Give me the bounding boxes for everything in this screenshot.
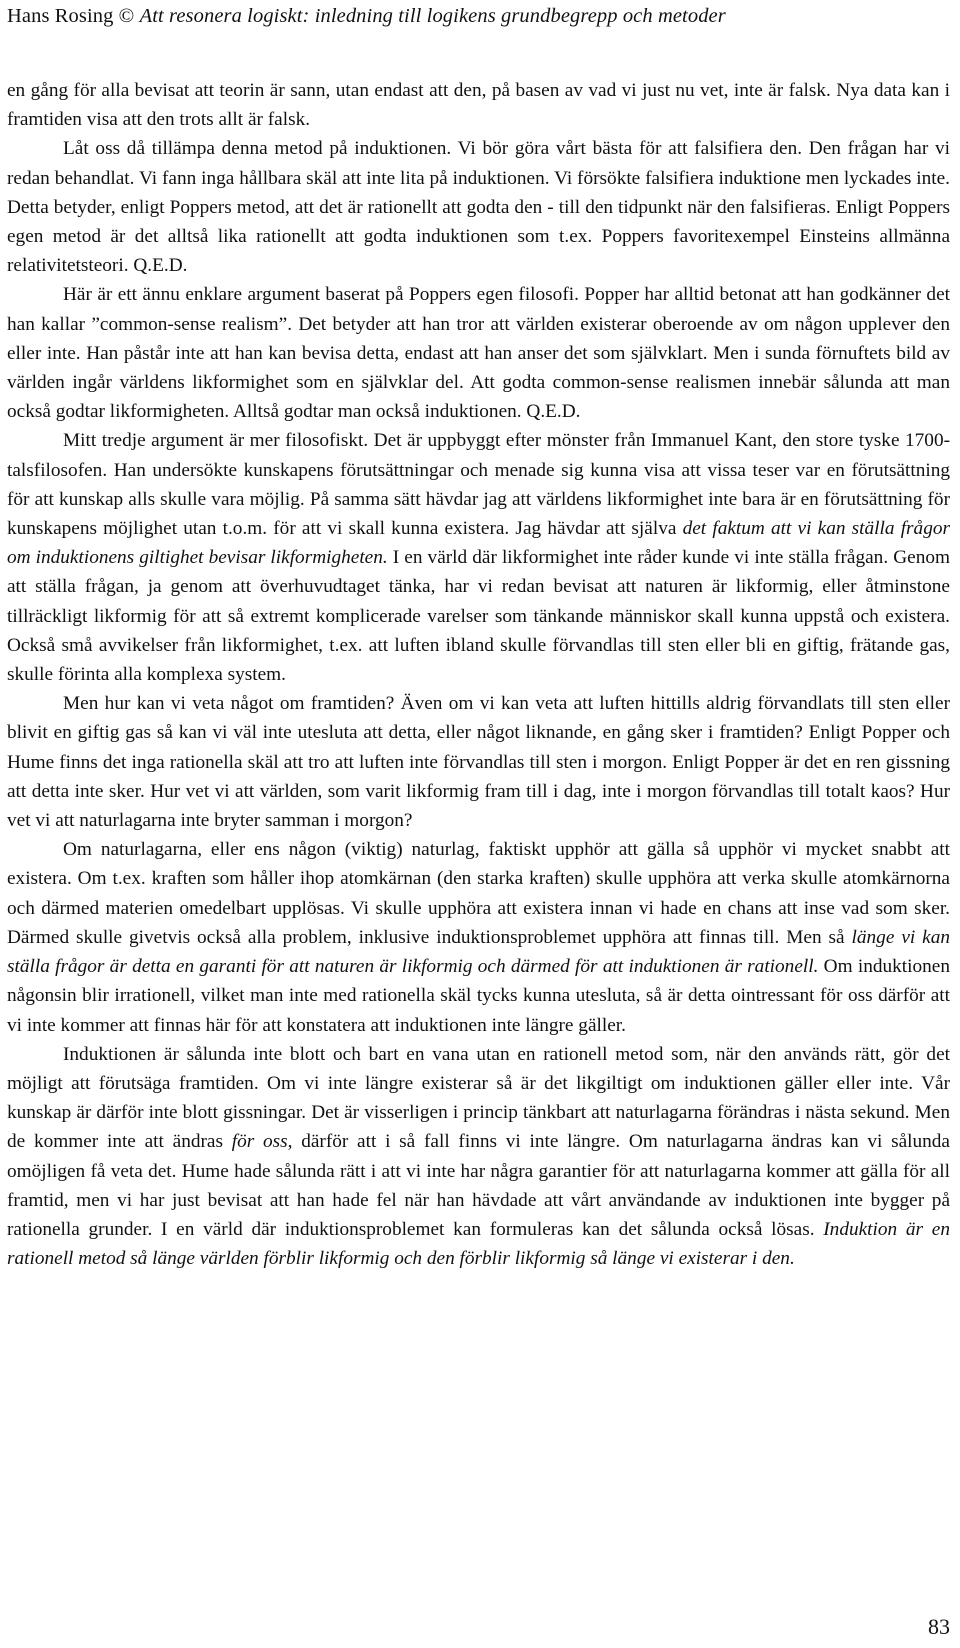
text-run: Mitt tredje argument är mer filosofiskt. Det är uppbyggt efter mönster från Immanuel Kant, den store tyske 1700-talsfilosofen. Han undersökte kunskapens förutsättningar och menade sig kunna visa att vissa teser var en förutsättning för att kunskap alls skulle vara möjlig. På samma sätt hävdar jag att världens likformighet inte bara är en förutsättning för kunskapens möjlighet utan t.o.m. för att vi skall kunna existera. Jag hävdar att själva: [7, 430, 950, 540]
header-author: Hans Rosing ©: [7, 5, 135, 27]
text-run: I en värld där likformighet inte råder kunde vi inte ställa frågan. Genom att ställa frågan, ja genom att överhuvudtaget tänka, har vi redan bevisat att naturen är likformig, eller åtminstone tillräckligt likformig för att så extremt komplicerade varelser som tänkande människor skall kunna uppstå och existera. Också små avvikelser från likformighet, t.ex. att luften ibland skulle förvandlas till sten eller bli en giftig, frätande gas, skulle förinta alla komplexa system.: [7, 547, 950, 686]
text-run: en gång för alla bevisat att teorin är sann, utan endast att den, på basen av vad vi just nu vet, inte är falsk. Nya data kan i framtiden visa att den trots allt är falsk.: [7, 80, 950, 131]
paragraph-p2: [7, 134, 950, 280]
text-run: Men hur kan vi veta något om framtiden? Även om vi kan veta att luften hittills aldrig förvandlats till sten eller blivit en giftig gas så kan vi väl inte utesluta att detta, eller något liknande, en gång sker i framtiden? Enligt Popper och Hume finns det inga rationella skäl att tro att luften inte förvandlas till sten i morgon. Enligt Popper är det en ren gissning att detta inte sker. Hur vet vi att världen, som varit likformig fram till i dag, inte i morgon förvandlas till totalt kaos? Hur vet vi att naturlagarna inte bryter samman i morgon?: [7, 693, 950, 832]
emphasized-text: länge vi kan ställa frågor är detta en garanti för att naturen är likformig och därmed för att induktionen är rationell.: [7, 926, 950, 978]
paragraph-p6: [7, 835, 950, 1039]
text-run: Om naturlagarna, eller ens någon (viktig) naturlag, faktiskt upphör att gälla så upphör vi mycket snabbt att existera. Om t.ex. kraften som håller ihop atomkärnan (den starka kraften) skulle upphöra att verka skulle atomkärnorna och därmed materien omedelbart upplösas. Vi skulle upphöra att existera innan vi hade en chans att inse vad som sker. Därmed skulle givetvis också alla problem, inklusive induktionsproblemet upphöra att finnas till. Men så: [7, 839, 950, 948]
paragraph-p7: [7, 1040, 950, 1274]
running-header: [7, 3, 726, 29]
text-run: Här är ett ännu enklare argument baserat på Poppers egen filosofi. Popper har alltid betonat att han godkänner det han kallar ”common-sense realism”. Det betyder att han tror att världen existerar oberoende av om någon upplever den eller inte. Han påstår inte att han kan bevisa detta, endast att han anser det som självklart. Men i sunda förnuftets bild av världen ingår världens likformighet som en självklar del. Att godta common-sense realismen innebär sålunda att man också godtar likformigheten. Alltså godtar man också induktionen. Q.E.D.: [7, 284, 950, 423]
body-text: [7, 76, 950, 1273]
emphasized-text: det faktum att vi kan ställa frågor om induktionens giltighet bevisar likformigheten.: [7, 518, 950, 569]
emphasized-text: för oss: [231, 1131, 288, 1153]
emphasized-text: Induktion är en rationell metod så länge världen förblir likformig och den förblir likformig så länge vi existerar i den.: [7, 1218, 950, 1270]
text-run: Induktionen är sålunda inte blott och bart en vana utan en rationell metod som, när den används rätt, gör det möjligt att förutsäga framtiden. Om vi inte längre existerar så är det likgiltigt om induktionen gäller eller inte. Vår kunskap är därför inte blott gissningar. Det är visserligen i princip tänkbart att naturlagarna förändras i nästa sekund. Men de kommer inte att ändras: [7, 1043, 950, 1153]
text-run: Låt oss då tillämpa denna metod på induktionen. Vi bör göra vårt bästa för att falsifiera den. Den frågan har vi redan behandlat. Vi fann inga hållbara skäl att inte lita på induktionen. Vi försökte falsifiera induktione men lyckades inte. Detta betyder, enligt Poppers metod, att det är rationellt att godta den - till den tidpunkt när den falsifieras. Enligt Poppers egen metod är det alltså lika rationellt att godta induktionen som t.ex. Poppers favoritexempel Einsteins allmänna relativitetsteori. Q.E.D.: [7, 138, 950, 277]
paragraph-p1: [7, 76, 950, 134]
page-number: 83: [928, 1614, 950, 1639]
text-run: Om induktionen någonsin blir irrationell, vilket man inte med rationella skäl tycks kunna utesluta, så är detta ointressant för oss därför att vi inte kommer att finnas här för att konstatera att induktionen inte längre gäller.: [7, 956, 950, 1036]
paragraph-p4: [7, 426, 950, 689]
paragraph-p3: [7, 280, 950, 426]
text-run: , därför att i så fall finns vi inte längre. Om naturlagarna ändras kan vi sålunda omöjligen få veta det. Hume hade sålunda rätt i att vi inte har några garantier för att naturlagarna kommer att gälla för all framtid, men vi har just bevisat att han hade fel när han hävdade att vårt användande av induktionen inte bygger på rationella grunder. I en värld där induktionsproblemet kan formuleras kan det sålunda också lösas.: [7, 1131, 950, 1240]
paragraph-p5: [7, 689, 950, 835]
header-book-title: Att resonera logiskt: inledning till logikens grundbegrepp och metoder: [139, 5, 726, 27]
